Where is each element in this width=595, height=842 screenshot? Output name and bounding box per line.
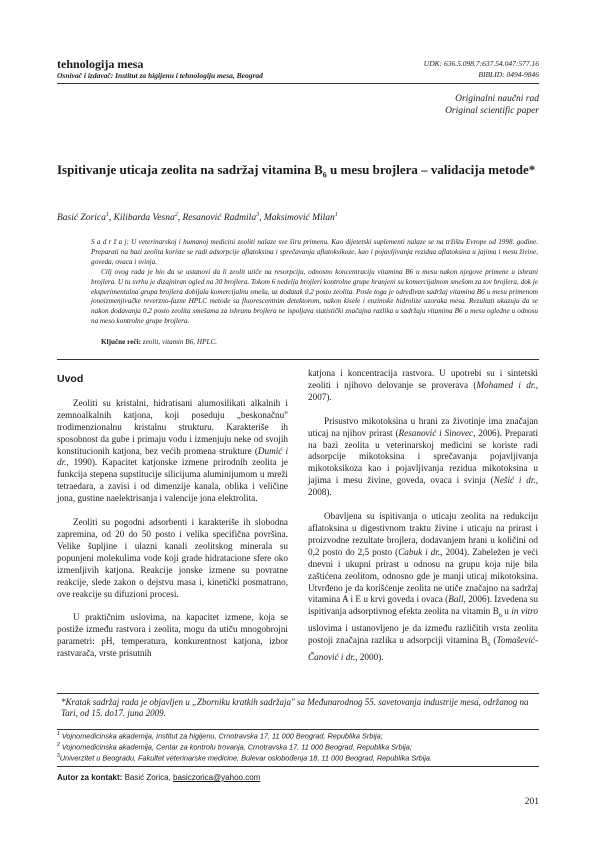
author-affil-mark: 1 (334, 212, 338, 218)
subscript: 6 (498, 613, 502, 620)
body-text: Zeoliti su kristalni, hidratisani alumosilikati alkalnih i zemnoalkalnih katjona, koji poseduju „beskonačnu" trodimenzionalnu kristalnu strukturu. Karakteriše ih sposobnost da gube i primaju vodu i izmenjuju neke od svojih konstitucionih katjona, bez većih promena strukture ( (57, 397, 288, 456)
citation: Dumić i dr. (57, 445, 288, 468)
citation: Mohamed i dr. (476, 379, 536, 390)
publication-note: *Kratak sadržaj rada je objavljen u „Zborniku kratkih sadržaja" sa Međunarodnog 55. savetovanja industrije mesa, održanog na Tari, od 15. do17. juna 2009. (61, 697, 529, 718)
affiliation-item (57, 730, 539, 741)
keywords-text: zeolit, vitamin B6, HPLC. (140, 338, 218, 346)
header-divider (57, 83, 539, 84)
affiliation-mark: 2 (57, 742, 60, 749)
author-name: Resanović Radmila (182, 213, 257, 224)
affiliation-item (57, 741, 539, 752)
body-text: katjona i koncentracija rastvora. U upotrebi su i sintetski zeoliti i njihovo delovanje se proverava ( (308, 368, 538, 390)
section-heading: Uvod (57, 373, 84, 385)
subscript: 6 (487, 641, 491, 648)
body-paragraph (57, 398, 288, 505)
contact-name: Basić Zorica, (122, 773, 174, 783)
abstract-divider (57, 359, 539, 360)
page-number: 201 (524, 797, 539, 807)
abstract-text: U veterinarskoj i humanoj medicini zeoliti nalaze sve širu primenu. Kao dijetetski suplementi nalaze se na tržištu Evrope od 1998. godine. Preparati na bazi zeolita koriste se radi adsorpcije aflatoksina i sprečavanja aflatoksikoze, kao i pojavljivanja rezidua aflatoksina u jajima i mesu živine, goveda, ovaca i svinja. (91, 238, 538, 266)
contact-email-link[interactable]: basiczorica@yahoo.com (173, 773, 261, 783)
body-paragraph (308, 368, 538, 404)
body-text: , 2008). (308, 475, 538, 498)
affiliation-mark: 3 (57, 753, 60, 760)
affiliation-divider (57, 766, 539, 767)
body-paragraph: Zeoliti su pogodni adsorbenti i karakteriše ih slobodna zapremina, od 20 do 50 posto i velika specifična površina. Velike šupljine i ulazni kanali zeolitskog minerala su popunjeni molekulima vode koji grade hidratacione sfere oko izmenljivih katjona. Reakcije jonske izmene su povratne reakcije, slede zakon o dejstvu masa i, kinetički posmatrano, ove reakcije su difuzioni procesi. (57, 517, 288, 599)
citation: Tomašević-Čanović i dr. (308, 634, 539, 662)
citation: Resanović i Sinovec (398, 427, 474, 438)
affiliation-mark: 1 (57, 731, 60, 737)
paper-type-english: Original scientific paper (445, 106, 539, 116)
body-text: ( (490, 634, 497, 645)
abstract-lead: S a d r ž a j: (91, 238, 129, 246)
body-text: , 2006). Preparati na bazi zeolita u veterinarskoj medicini se koriste radi adsorpcije mikotoksina i sprečavanja pojavljivanja mikotoksikoza kao i pojavljivanja rezidua mikotoksina u jajima i mesu živine, goveda, ovaca i svinja ( (308, 427, 539, 486)
body-text: Prisustvo mikotoksina u hrani za životinje ima značajan uticaj na njihov prirast ( (308, 415, 538, 438)
body-text: , 2004). Zabeležen je veći dnevni i ukupni prirast u odnosu na grupu koja nije bila zaštićena zeolitom, odnosno gde je manji uticaj mikotoksina. Utvrđeno je da korišćenje zeolita ne utiče značajno na sadržaj vitamina A i E u krvi goveda i ovaca ( (308, 546, 538, 605)
footnote-area (57, 693, 539, 782)
title-part-1: Ispitivanje uticaja zeolita na sadržaj vitamina B (57, 162, 323, 177)
udk-code: UDK: 636.5.098.7:637.54.047:577.16 (423, 59, 539, 68)
body-paragraph: U praktičnim uslovima, na kapacitet izmene, koja se postiže između rastvora i zeolita, mogu da utiču mnogobrojni parametri: pH, temperatura, konkurentnost katjona, izbor rastvarača, vrste prisutnih (57, 612, 288, 659)
author-affil-mark: 3 (256, 212, 260, 218)
affiliation-text: Univerzitet u Beogradu, Fakultet veterinarske medicine, Bulevar oslobođenja 18, 11 000 Beograd, Republika Srbija. (59, 753, 433, 763)
keywords (101, 338, 217, 346)
contact-author (57, 773, 539, 782)
abstract (91, 238, 538, 327)
author-affil-mark: 2 (174, 212, 178, 218)
body-text: u (501, 606, 512, 617)
body-paragraph (308, 511, 538, 664)
title-subscript: 6 (322, 170, 327, 180)
author-affil-mark: 1 (105, 212, 109, 218)
body-paragraph (308, 416, 538, 499)
paper-title (57, 161, 539, 184)
body-text: , 2000). (355, 651, 384, 662)
biblid-code: BIBLID: 0494-9846 (478, 70, 539, 79)
citation: Nešić i dr. (493, 475, 536, 486)
author-list: Basić Zorica$^1$, Kilibarda Vesna$^2$, Resanović Radmila$^3$, Maksimović Milan$^1$ (57, 212, 338, 224)
contact-label: Autor za kontakt: (57, 773, 123, 783)
affiliation-text: Vojnomedicinska akademija, Institut za higijenu, Crnotravska 17, 11 000 Beograd, Republika Srbija; (61, 731, 383, 741)
affiliation-list (57, 729, 539, 767)
abstract-paragraph: Cilj ovog rada je bio da se ustanovi da li zeolit utiče na resorpciju, odnosno koncentraciju vitamina B6 u mesu nakon njegove primene u ishrani brojlera. U tu svrhu je dizajniran ogled na 30 brojlera. Tokom 6 nedelja brojleri kontrolne grupe hranjeni su komercijalnom smešom za tov brojlera, dok je eksperimentalna grupa brojlera dobijala komercijalnu smešu, uz dodatak 0,2 posto zeolita. Posle toga je određivan sadržaj vitamina B6 u mesu primenom jonoizmenjivačke reverzno-fazne HPLC metode sa fluorescentnim detektorom, nakon kisele i enzimske hidrolize uzoraka mesa. Rezultati ukazuju da se nakon dodavanja 0,2 posto zeolita smešama za ishranu brojlera ne ispoljava statistički značajna razlika u sadržaju vitamina B6 u mesu oglednе u odnosu na meso kontrolne grupe brojlera. (91, 267, 538, 326)
keywords-label: Ključne reči: (101, 338, 141, 346)
body-text: uslovima i ustanovljeno je da između različitih vrsta zeolita postoji značajna razlika u adsorpciji vitamina B (308, 623, 538, 645)
publisher-line: Osnivač i izdavač: Institut za higijenu i tehnologiju mesa, Beograd (57, 71, 263, 80)
author-name: Maksimović Milan (263, 213, 335, 224)
citation: Ball (448, 594, 464, 605)
affiliation-text: Vojnomedicinska akademija, Centar za kontrolu trovanja, Crnotravska 17, 11 000 Beograd, Republika Srbija; (61, 742, 412, 752)
paper-type-local: Originalni naučni rad (455, 94, 539, 104)
body-text: Obavljena su ispitivanja o uticaju zeolita na redukciju aflatoksina u digestivnom traktu živine i uticaju na prirast i proizvodne rezultate brojlera, dodavanjem hrani u količini od 0,2 posto do 2,5 posto ( (308, 511, 538, 557)
body-column-left (57, 374, 288, 672)
abstract-paragraph (91, 238, 538, 268)
body-column-right (308, 368, 538, 676)
citation: Cabuk i dr. (398, 546, 441, 557)
body-text: , 1990). Kapacitet katjonske izmene prirodnih zeolita je funkcija stepena supstitucije silicijuma aluminijumom u mreži tetraedara, a zavisi i od dimenzije kanala, oblika i veličine jona, gustine naelektrisanja i valencije jona elektrolita. (57, 457, 288, 504)
italic-term: in vitro (511, 606, 538, 617)
affiliation-item (57, 752, 539, 763)
title-part-2: u mesu brojlera – validacija metode* (326, 162, 536, 177)
body-text: , 2006). Izvedena su ispitivanja adsorptivnog efekta zeolita na vitamin B (308, 594, 538, 617)
journal-name: tehnologija mesa (57, 57, 144, 71)
author-name: Basić Zorica (57, 213, 106, 224)
body-text: , 2007). (308, 379, 538, 402)
author-name: Kilibarda Vesna (113, 213, 175, 224)
